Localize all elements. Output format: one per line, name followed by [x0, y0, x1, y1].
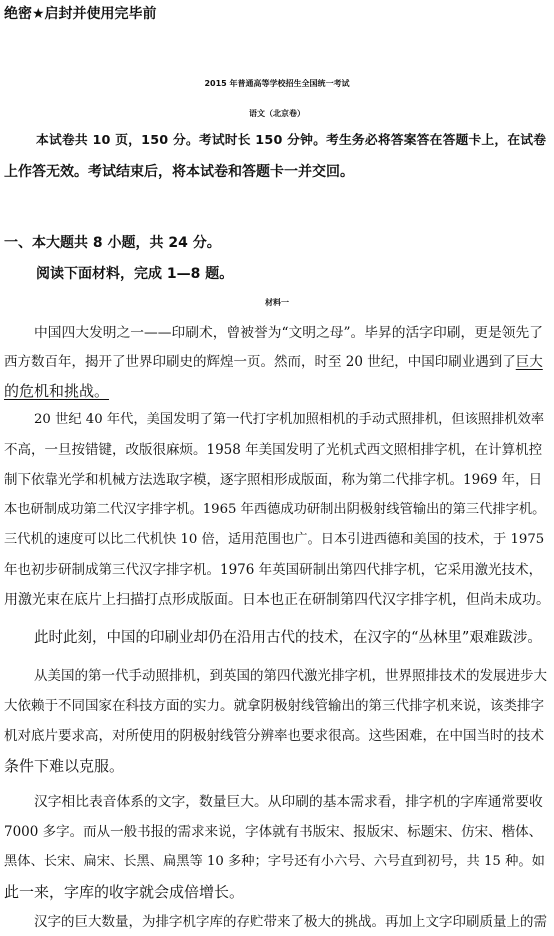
underlined-phrase: 的危机和挑战。 — [4, 382, 110, 400]
paragraph-line: 机对底片要求高，对所使用的阴极射线管分辨率也要求很高。这些困难，在中国当时的技术 — [4, 728, 544, 744]
paragraph-line: 年也初步研制成第三代汉字排字机。1976 年英国研制出第四代排字机，它采用激光技术， — [4, 562, 543, 578]
paragraph-line: 条件下难以克服。 — [4, 757, 125, 775]
paragraph-line: 汉字的巨大数量，为排字机字库的存贮带来了极大的挑战。再加上文字印刷质量上的需 — [34, 914, 547, 930]
instructions-line-2: 上作答无效。考试结束后，将本试卷和答题卡一并交回。 — [4, 164, 354, 180]
paragraph-line: 大依赖于不同国家在科技方面的实力。就拿阴极射线管输出的第三代排字机来说，该类排字 — [4, 698, 544, 714]
material-title: 材料一 — [265, 298, 289, 307]
paragraph-line: 本也研制成功第二代汉字排字机。1965 年西德成功研制出阴极射线管输出的第三代排字机。 — [4, 502, 546, 517]
paragraph-line: 黑体、长宋、扁宋、长黑、扁黑等 10 多种；字号还有小六号、六号直到初号，共 15 种。如 — [4, 854, 545, 869]
paragraph-line: 用激光束在底片上扫描打点形成版面。日本也正在研制第四代汉字排字机，但尚未成功。 — [4, 592, 550, 608]
paragraph-line: 三代机的速度可以比二代机快 10 倍，适用范围也广。日本引进西德和美国的技术，于 1975 — [4, 532, 545, 547]
subject-title: 语文（北京卷） — [249, 109, 305, 118]
underlined-phrase: 巨大 — [515, 354, 543, 370]
section-heading: 一、本大题共 8 小题，共 24 分。 — [4, 235, 221, 251]
section-direction: 阅读下面材料，完成 1—8 题。 — [36, 266, 234, 282]
paragraph-text: 西方数百年，揭开了世界印刷史的辉煌一页。然而，时至 20 世纪，中国印刷业遇到了 — [4, 354, 516, 370]
paragraph-line: 从美国的第一代手动照排机，到英国的第四代激光排字机，世界照排技术的发展进步大 — [34, 668, 547, 684]
paragraph-line — [4, 352, 543, 372]
paragraph-line: 中国四大发明之一——印刷术，曾被誉为“文明之母”。毕昇的活字印刷，更是领先了 — [34, 325, 544, 341]
paragraph-line: 此时此刻，中国的印刷业却仍在沿用古代的技术，在汉字的“丛林里”艰难跋涉。 — [34, 630, 542, 646]
instructions-line-1: 本试卷共 10 页，150 分。考试时长 150 分钟。考生务必将答案答在答题卡上，在试卷 — [36, 133, 547, 148]
secrecy-mark: 绝密★启封并使用完毕前 — [4, 6, 157, 22]
paragraph-line: 7000 多字。而从一般书报的需求来说，字体就有书版宋、报版宋、标题宋、仿宋、楷体、 — [4, 824, 543, 840]
paragraph-line: 20 世纪 40 年代，美国发明了第一代打字机加照相机的手动式照排机，但该照排机效率 — [34, 412, 545, 427]
exam-title: 2015 年普通高等学校招生全国统一考试 — [204, 79, 350, 88]
paragraph-line: 汉字相比表音体系的文字，数量巨大。从印刷的基本需求看，排字机的字库通常要收 — [34, 794, 543, 810]
paragraph-line: 不高，一旦按错键，改版很麻烦。1958 年美国发明了光机式西文照相排字机，在计算机控 — [4, 442, 543, 458]
paragraph-line: 此一来，字库的收字就会成倍增长。 — [4, 883, 245, 901]
paragraph-line: 制下依靠光学和机械方法选取字模，逐字照相形成版面，称为第二代排字机。1969 年，日 — [4, 472, 543, 488]
